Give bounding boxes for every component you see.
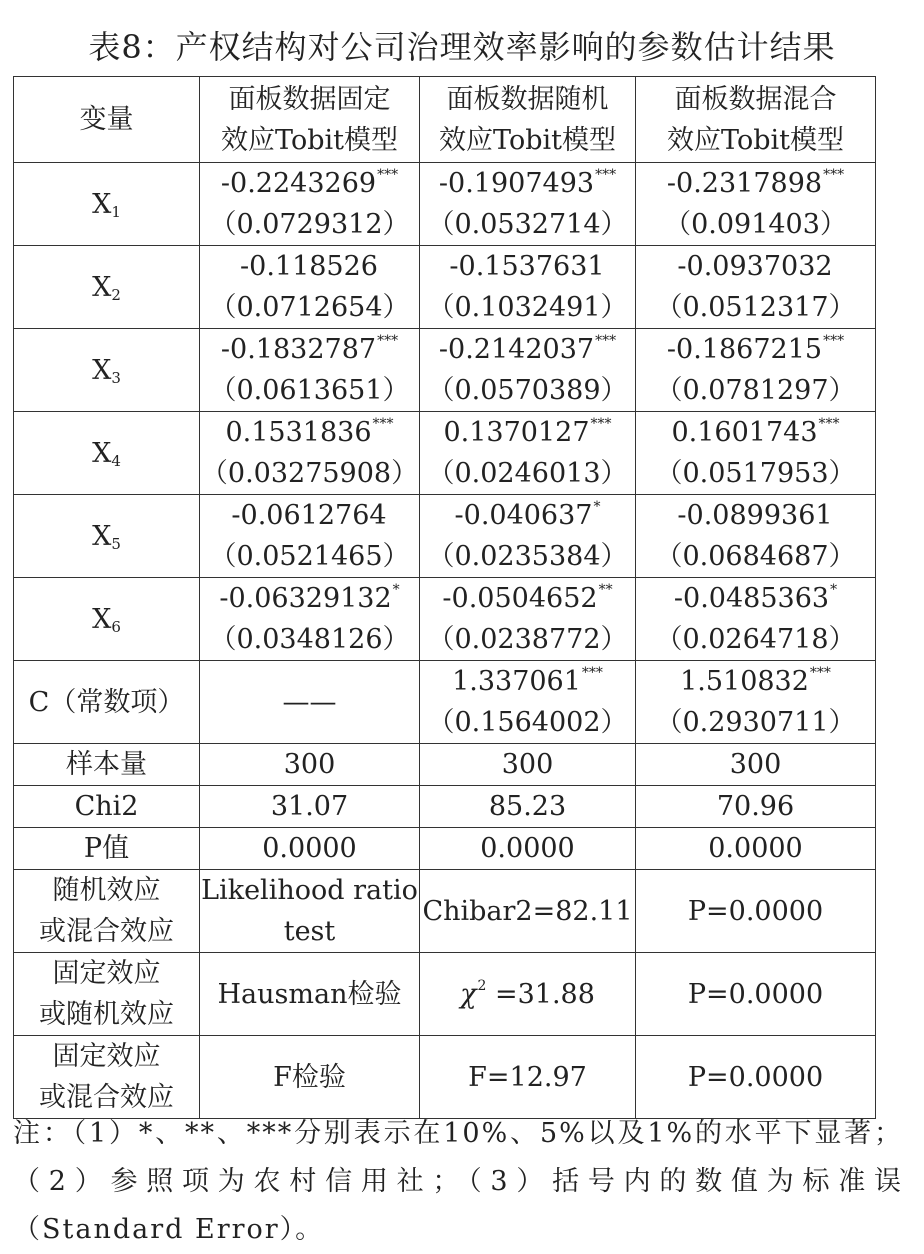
table-row-constant <box>14 661 876 744</box>
table-row-f-test <box>14 1036 876 1119</box>
coef-cell-random: -0.1537631 （0.1032491） <box>420 246 636 329</box>
table-row-sample-size <box>14 744 876 786</box>
coef-cell-fixed: -0.06329132* （0.0348126） <box>200 578 420 661</box>
stat-label: 样本量 <box>14 744 200 786</box>
stat-random: 0.0000 <box>420 828 636 870</box>
test-statistic: Chibar2=82.11 <box>420 870 636 953</box>
coef-cell-random: 0.1370127*** （0.0246013） <box>420 412 636 495</box>
test-method: Likelihood ratio test <box>200 870 420 953</box>
coef-cell-pooled: -0.0485363* （0.0264718） <box>636 578 876 661</box>
test-label: 随机效应 或混合效应 <box>14 870 200 953</box>
table-row-p-value <box>14 828 876 870</box>
table-row-x3 <box>14 329 876 412</box>
var-cell: $X_6$ <box>14 578 200 661</box>
coef-cell-fixed: —— <box>200 661 420 744</box>
coef-cell-random: -0.040637* （0.0235384） <box>420 495 636 578</box>
stat-random: 85.23 <box>420 786 636 828</box>
stat-label: P值 <box>14 828 200 870</box>
table-row-chi2 <box>14 786 876 828</box>
table-row-x1 <box>14 163 876 246</box>
var-cell: $X_3$ <box>14 329 200 412</box>
stat-random: 300 <box>420 744 636 786</box>
coef-cell-random: -0.2142037*** （0.0570389） <box>420 329 636 412</box>
var-cell: $X_5$ <box>14 495 200 578</box>
stat-fixed: 300 <box>200 744 420 786</box>
test-p-value: P=0.0000 <box>636 953 876 1036</box>
table-row-x5 <box>14 495 876 578</box>
coef-cell-fixed: -0.118526 （0.0712654） <box>200 246 420 329</box>
coef-cell-random: -0.1907493*** （0.0532714） <box>420 163 636 246</box>
test-label: 固定效应 或随机效应 <box>14 953 200 1036</box>
header-random-effect: 面板数据随机 效应Tobit模型 <box>420 77 636 163</box>
table-row-x2 <box>14 246 876 329</box>
table-row-lr-test <box>14 870 876 953</box>
table-note: 注：（1）*、**、***分别表示在10%、5%以及1%的水平下显著；（2）参照项为农村信用社；（3）括号内的数值为标准误（Standard Error）。 <box>13 1118 903 1245</box>
var-cell: $X_4$ <box>14 412 200 495</box>
test-label: 固定效应 或混合效应 <box>14 1036 200 1119</box>
coef-cell-pooled: -0.0899361 （0.0684687） <box>636 495 876 578</box>
table-row-x4 <box>14 412 876 495</box>
coef-cell-fixed: -0.1832787*** （0.0613651） <box>200 329 420 412</box>
table-title: 表8：产权结构对公司治理效率影响的参数估计结果 <box>88 28 836 66</box>
var-cell: $X_2$ <box>14 246 200 329</box>
stat-label: Chi2 <box>14 786 200 828</box>
header-pooled-effect: 面板数据混合 效应Tobit模型 <box>636 77 876 163</box>
coef-cell-random: -0.0504652** （0.0238772） <box>420 578 636 661</box>
header-variable: 变量 <box>14 77 200 163</box>
stat-pooled: 70.96 <box>636 786 876 828</box>
test-method: Hausman检验 <box>200 953 420 1036</box>
coef-cell-fixed: -0.2243269*** （0.0729312） <box>200 163 420 246</box>
coef-cell-pooled: -0.0937032 （0.0512317） <box>636 246 876 329</box>
stat-pooled: 300 <box>636 744 876 786</box>
stat-pooled: 0.0000 <box>636 828 876 870</box>
var-cell: C（常数项） <box>14 661 200 744</box>
test-method: F检验 <box>200 1036 420 1119</box>
var-cell: $X_1$ <box>14 163 200 246</box>
test-p-value: P=0.0000 <box>636 870 876 953</box>
header-row <box>14 77 876 163</box>
table-row-hausman-test <box>14 953 876 1036</box>
coef-cell-pooled: -0.2317898*** （0.091403） <box>636 163 876 246</box>
stat-fixed: 31.07 <box>200 786 420 828</box>
coef-cell-pooled: -0.1867215*** （0.0781297） <box>636 329 876 412</box>
results-table <box>13 76 876 1119</box>
test-statistic: F=12.97 <box>420 1036 636 1119</box>
coef-cell-fixed: 0.1531836*** （0.03275908） <box>200 412 420 495</box>
table-row-x6 <box>14 578 876 661</box>
test-statistic: $\chi^2 =31.88$ <box>420 953 636 1036</box>
coef-cell-random: 1.337061*** （0.1564002） <box>420 661 636 744</box>
coef-cell-pooled: 1.510832*** （0.2930711） <box>636 661 876 744</box>
coef-cell-pooled: 0.1601743*** （0.0517953） <box>636 412 876 495</box>
coef-cell-fixed: -0.0612764 （0.0521465） <box>200 495 420 578</box>
stat-fixed: 0.0000 <box>200 828 420 870</box>
header-fixed-effect: 面板数据固定 效应Tobit模型 <box>200 77 420 163</box>
test-p-value: P=0.0000 <box>636 1036 876 1119</box>
